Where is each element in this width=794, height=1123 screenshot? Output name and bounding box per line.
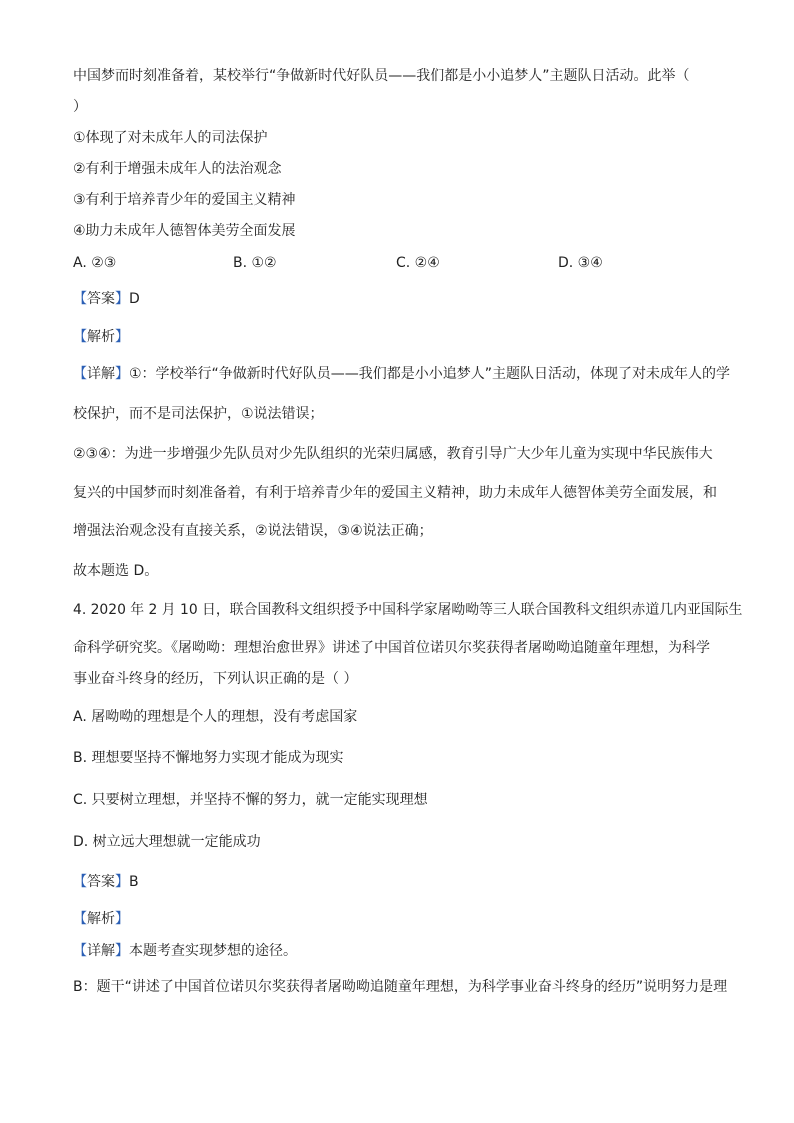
q4-stem-line-3: 事业奋斗终身的经历，下列认识正确的是（ ） xyxy=(73,671,358,687)
q4-stem-line-2: 命科学研究奖。《屠呦呦：理想治愈世界》讲述了中国首位诺贝尔奖获得者屠呦呦追随童年理想，为科学 xyxy=(73,640,710,656)
q4-detail-bracket-open: 【 xyxy=(73,943,87,959)
q3-answer-label: 答案 xyxy=(87,291,115,307)
q3-option-a: A. ②③ xyxy=(73,255,117,271)
q4-analysis-label: 解析 xyxy=(87,911,115,927)
q4-option-a: A. 屠呦呦的理想是个人的理想，没有考虑国家 xyxy=(73,709,358,725)
q3-item-4: ④助力未成年人德智体美劳全面发展 xyxy=(73,223,296,239)
q4-detail-line-2: B：题干“讲述了中国首位诺贝尔奖获得者屠呦呦追随童年理想，为科学事业奋斗终身的经历”说明努力是理 xyxy=(73,979,728,995)
q3-detail-text-1: ①：学校举行“争做新时代好队员——我们都是小小追梦人”主题队日活动，体现了对未成年人的学 xyxy=(129,366,731,382)
q4-answer-bracket-open: 【 xyxy=(73,874,87,890)
q3-detail-line-3: ②③④：为进一步增强少先队员对少先队组织的光荣归属感，教育引导广大少年儿童为实现中华民族伟大 xyxy=(73,446,713,462)
q3-conclusion: 故本题选 D。 xyxy=(73,563,159,579)
q4-option-d: D. 树立远大理想就一定能成功 xyxy=(73,834,261,850)
q4-detail-line-1 xyxy=(73,941,297,961)
q3-analysis-bracket-close: 】 xyxy=(115,329,129,345)
q4-answer-bracket-close: 】 xyxy=(115,874,129,890)
q3-detail-line-4: 复兴的中国梦而时刻准备着，有利于培养青少年的爱国主义精神，助力未成年人德智体美劳全面发展，和 xyxy=(73,485,717,501)
q3-item-3: ③有利于培养青少年的爱国主义精神 xyxy=(73,192,296,208)
q3-item-2: ②有利于增强未成年人的法治观念 xyxy=(73,161,282,177)
q4-detail-label: 详解 xyxy=(87,943,115,959)
q4-analysis-bracket-close: 】 xyxy=(115,911,129,927)
q4-option-c: C. 只要树立理想，并坚持不懈的努力，就一定能实现理想 xyxy=(73,792,428,808)
q3-answer-bracket-open: 【 xyxy=(73,291,87,307)
q4-answer-label: 答案 xyxy=(87,874,115,890)
q4-answer-value: B xyxy=(129,874,139,890)
q3-detail-bracket-close: 】 xyxy=(115,366,129,382)
q3-option-b: B. ①② xyxy=(233,255,277,271)
q4-option-b: B. 理想要坚持不懈地努力实现才能成为现实 xyxy=(73,750,344,766)
q3-detail-line-2: 校保护，而不是司法保护，①说法错误； xyxy=(73,406,324,422)
q3-option-d: D. ③④ xyxy=(558,255,603,271)
q3-detail-line-5: 增强法治观念没有直接关系，②说法错误，③④说法正确； xyxy=(73,523,433,539)
q4-detail-text-1: 本题考查实现梦想的途径。 xyxy=(129,943,297,959)
q3-stem-line-2: ） xyxy=(73,99,87,115)
q3-analysis-heading xyxy=(73,327,129,347)
q4-detail-bracket-close: 】 xyxy=(115,943,129,959)
q3-answer-value: D xyxy=(129,291,140,307)
q3-item-1: ①体现了对未成年人的司法保护 xyxy=(73,130,268,146)
q3-stem-line-1: 中国梦而时刻准备着，某校举行“争做新时代好队员——我们都是小小追梦人”主题队日活动。此举（ xyxy=(73,68,690,84)
q4-analysis-heading xyxy=(73,909,129,929)
q4-answer xyxy=(73,872,139,892)
q4-stem-line-1: 4. 2020 年 2 月 10 日，联合国教科文组织授予中国科学家屠呦呦等三人联合国教科文组织赤道几内亚国际生 xyxy=(73,602,743,618)
q3-detail-bracket-open: 【 xyxy=(73,366,87,382)
q3-detail-line-1 xyxy=(73,364,730,384)
q3-analysis-bracket-open: 【 xyxy=(73,329,87,345)
q3-analysis-label: 解析 xyxy=(87,329,115,345)
q3-answer xyxy=(73,289,140,309)
q4-analysis-bracket-open: 【 xyxy=(73,911,87,927)
q3-option-c: C. ②④ xyxy=(396,255,440,271)
q3-detail-label: 详解 xyxy=(87,366,115,382)
q3-answer-bracket-close: 】 xyxy=(115,291,129,307)
